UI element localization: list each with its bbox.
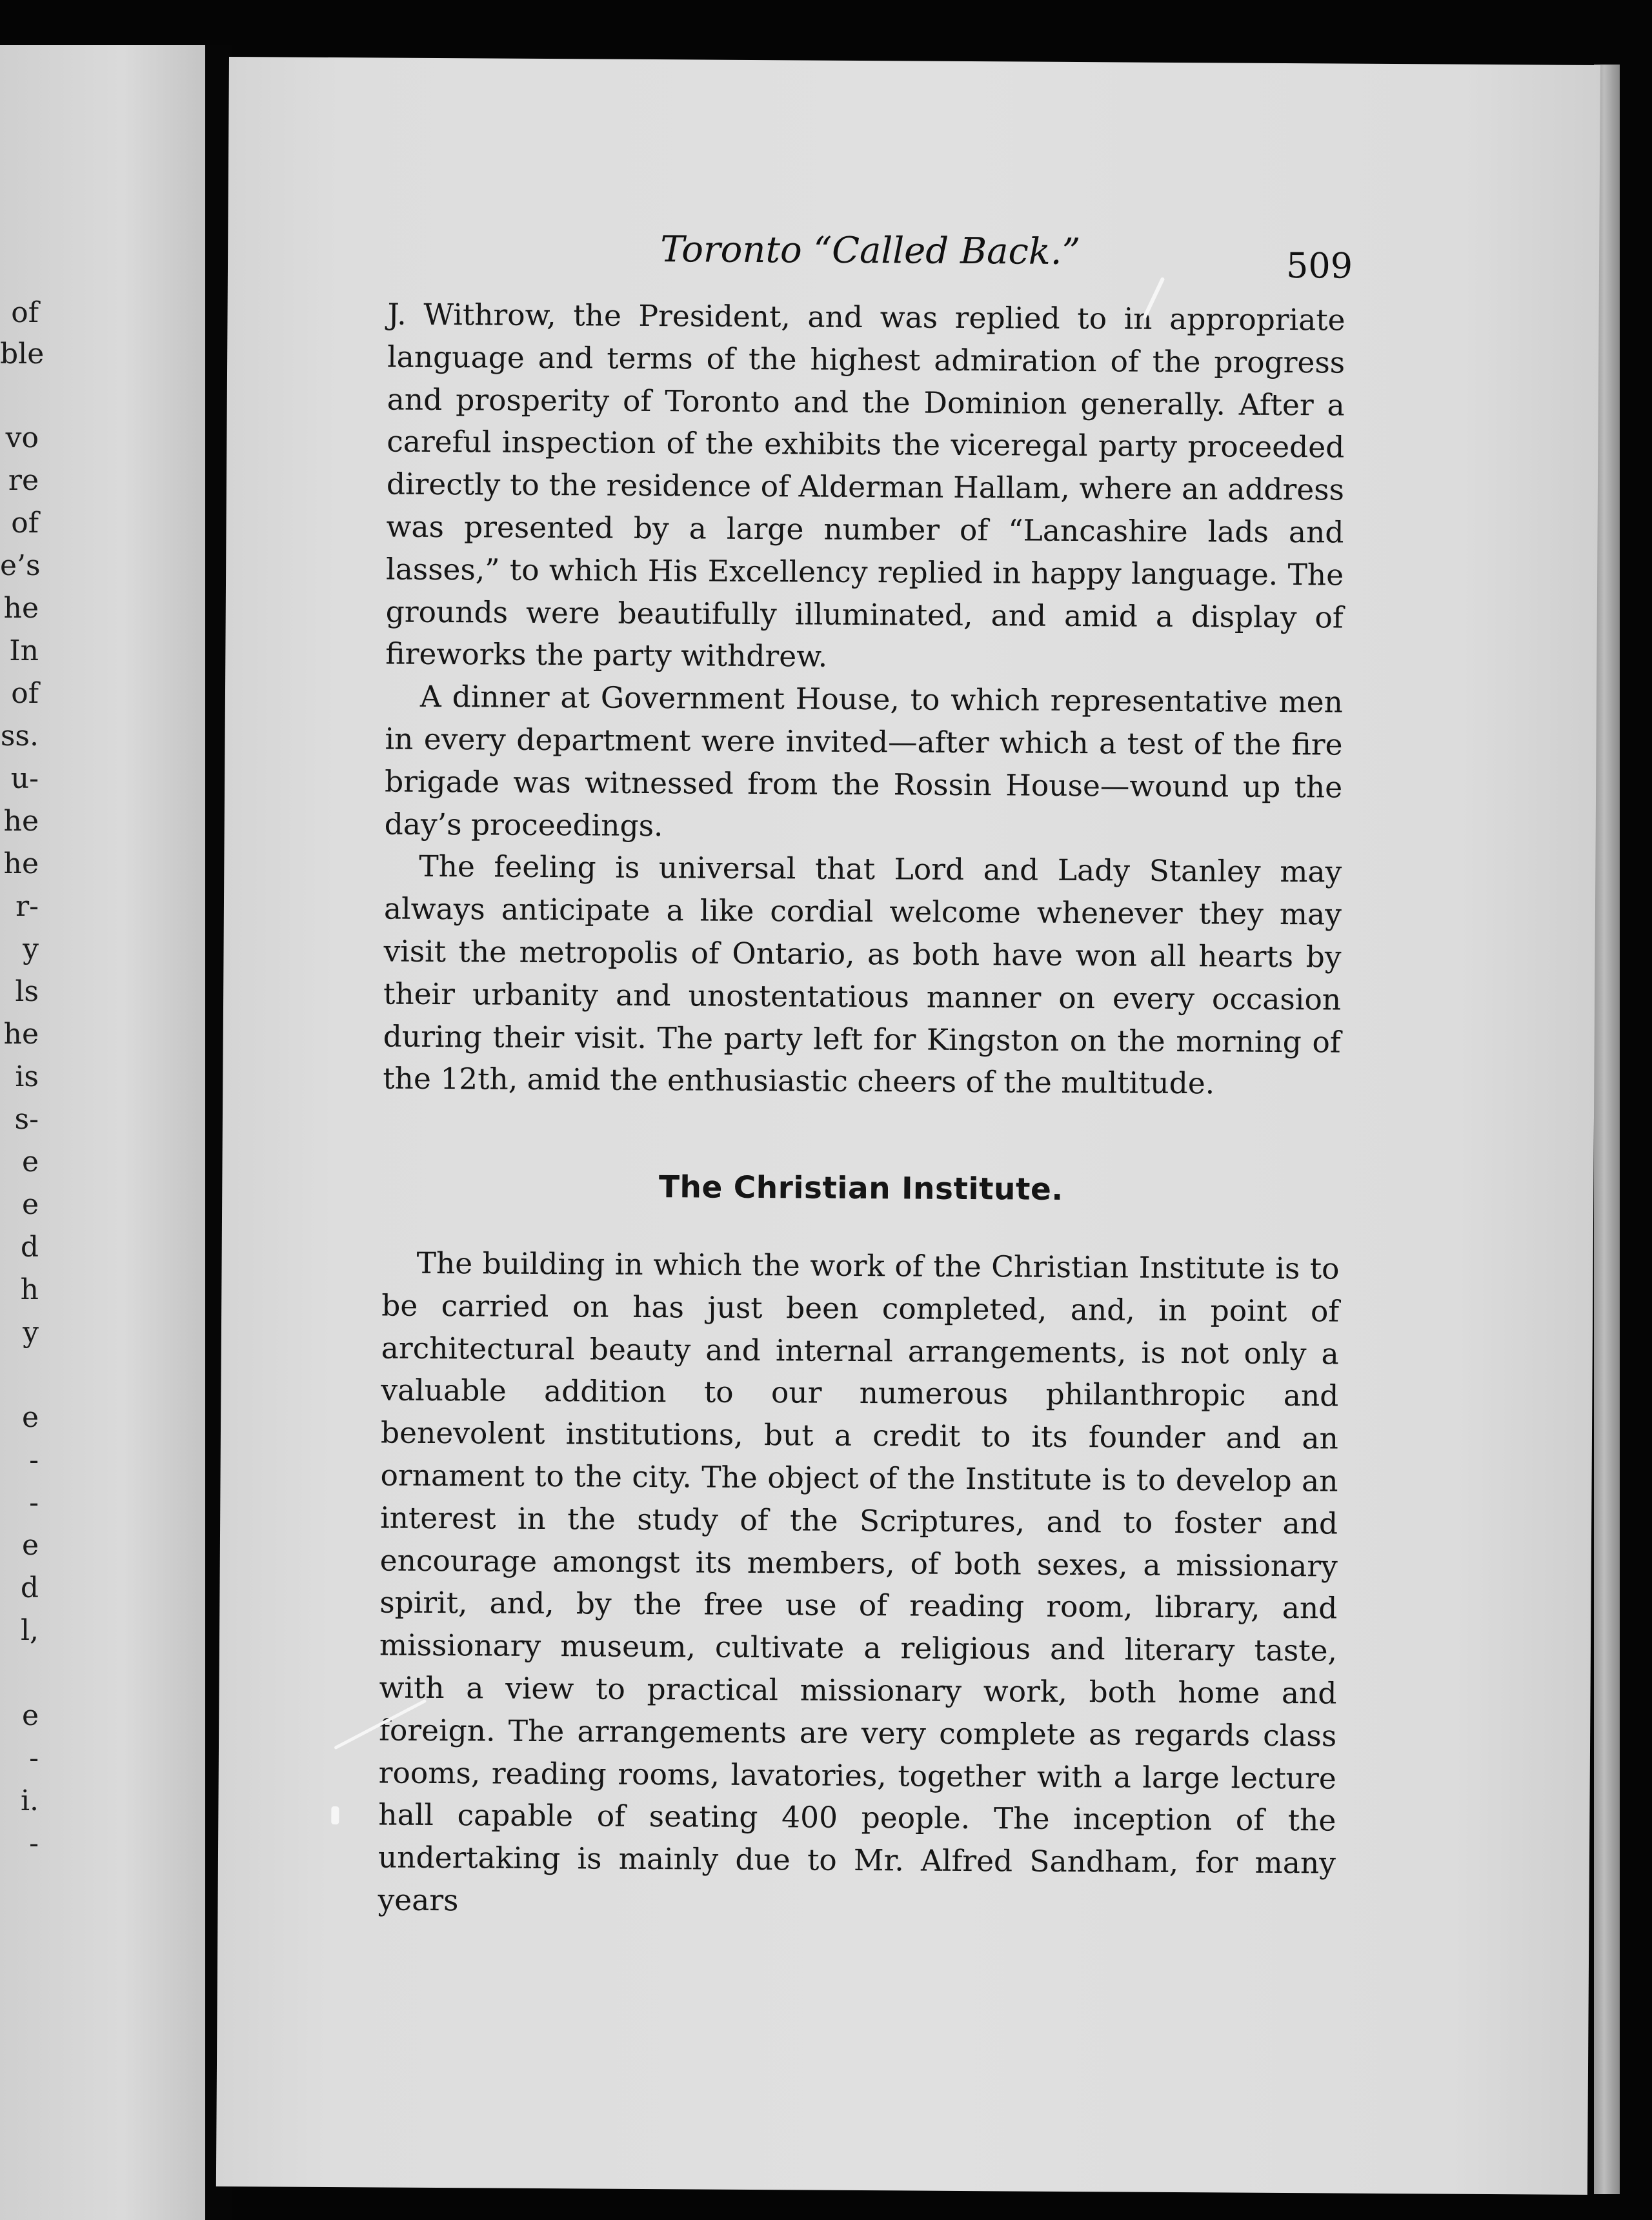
scan-blemish — [331, 1806, 339, 1824]
text-fragment: u- — [10, 762, 39, 795]
text-fragment: - — [29, 1486, 39, 1519]
text-fragment: ss. — [0, 720, 39, 752]
left-page-text-fragments — [0, 45, 205, 2220]
text-fragment: - — [29, 1742, 39, 1775]
text-fragment: h — [20, 1273, 39, 1306]
text-fragment: s- — [14, 1103, 39, 1136]
text-fragment: e — [21, 1401, 39, 1434]
text-fragment: d — [20, 1231, 39, 1264]
text-fragment: e — [21, 1188, 39, 1221]
text-fragment: y — [23, 933, 39, 965]
text-fragment: e — [21, 1699, 39, 1732]
running-header — [228, 226, 1600, 292]
text-fragment: of — [11, 296, 39, 329]
paragraph-government-house-dinner: A dinner at Government House, to which representative men in every department were invited—after which a test of the fire brigade was witnessed from the Rossin House—wound up the day’s proceedings. — [384, 679, 1344, 843]
text-fragment: he — [3, 847, 39, 880]
text-fragment: - — [29, 1444, 39, 1477]
text-fragment: he — [3, 805, 39, 838]
page-number: 509 — [1285, 245, 1353, 287]
text-fragment: vo — [5, 421, 39, 454]
text-fragment: he — [3, 1018, 39, 1051]
paragraph-withrow-reply: J. Withrow, the President, and was replied to in appropriate language and terms of the highest admiration of the progress and prosperity of Toronto and the Dominion generally. After a careful inspection of the exhibits the viceregal party proceeded directly to the residence of Alderman Hallam, where an address was presented by a large number of “Lancashire lads and lasses,” to which His Excellency replied in happy language. The grounds were beautifully illuminated, and amid a display of fireworks the party withdrew. — [385, 297, 1345, 674]
text-fragment: i. — [20, 1784, 39, 1817]
text-fragment: e — [21, 1145, 39, 1178]
text-fragment: of — [11, 677, 39, 710]
text-fragment: r- — [15, 890, 39, 923]
left-facing-page — [0, 45, 205, 2220]
paragraph-christian-institute: The building in which the work of the Christian Institute is to be carried on has just been completed, and, in point of architectural beauty and internal arrangements, is not only a valuable addition to our numerous philanthropic and benevolent institutions, but a credit to its founder and an ornament to the city. The object of the Institute is to develop an interest in the study of the Scriptures, and to foster and encourage amongst its members, of both sexes, a missionary spirit, and, by the free use of reading room, library, and missionary museum, cultivate a religious and literary taste, with a view to practical missionary work, both home and foreign. The arrangements are very complete as regards class rooms, reading rooms, lavatories, together with a large lecture hall capable of seating 400 people. The inception of the undertaking is mainly due to Mr. Alfred Sandham, for many years — [378, 1246, 1340, 1918]
text-fragment: re — [8, 464, 39, 497]
paragraph-stanley-farewell: The feeling is universal that Lord and Lady Stanley may always anticipate a like cordial welcome whenever they may visit the metropolis of Ontario, as both have won all hearts by their urbanity and unostentatious manner on every occasion during their visit. The party left for Kingston on the morning of the 12th, amid the enthusiastic cheers of the multitude. — [383, 849, 1342, 1101]
text-fragment: - — [29, 1827, 39, 1860]
text-fragment: he — [3, 592, 39, 625]
body-text — [378, 294, 1345, 1928]
text-fragment: of — [11, 507, 39, 540]
text-fragment: d — [20, 1571, 39, 1604]
text-fragment: y — [23, 1316, 39, 1349]
text-fragment: is — [15, 1060, 39, 1093]
text-fragment: e — [21, 1529, 39, 1562]
text-fragment: ble — [0, 338, 45, 370]
running-header-title: Toronto “Called Back.” — [660, 228, 1081, 274]
book-page — [216, 57, 1600, 2195]
text-fragment: e’s — [0, 549, 41, 582]
text-fragment: In — [9, 634, 39, 667]
section-heading: The Christian Institute. — [658, 1169, 1063, 1208]
text-fragment: ls — [15, 975, 39, 1008]
text-fragment: l, — [20, 1614, 39, 1647]
